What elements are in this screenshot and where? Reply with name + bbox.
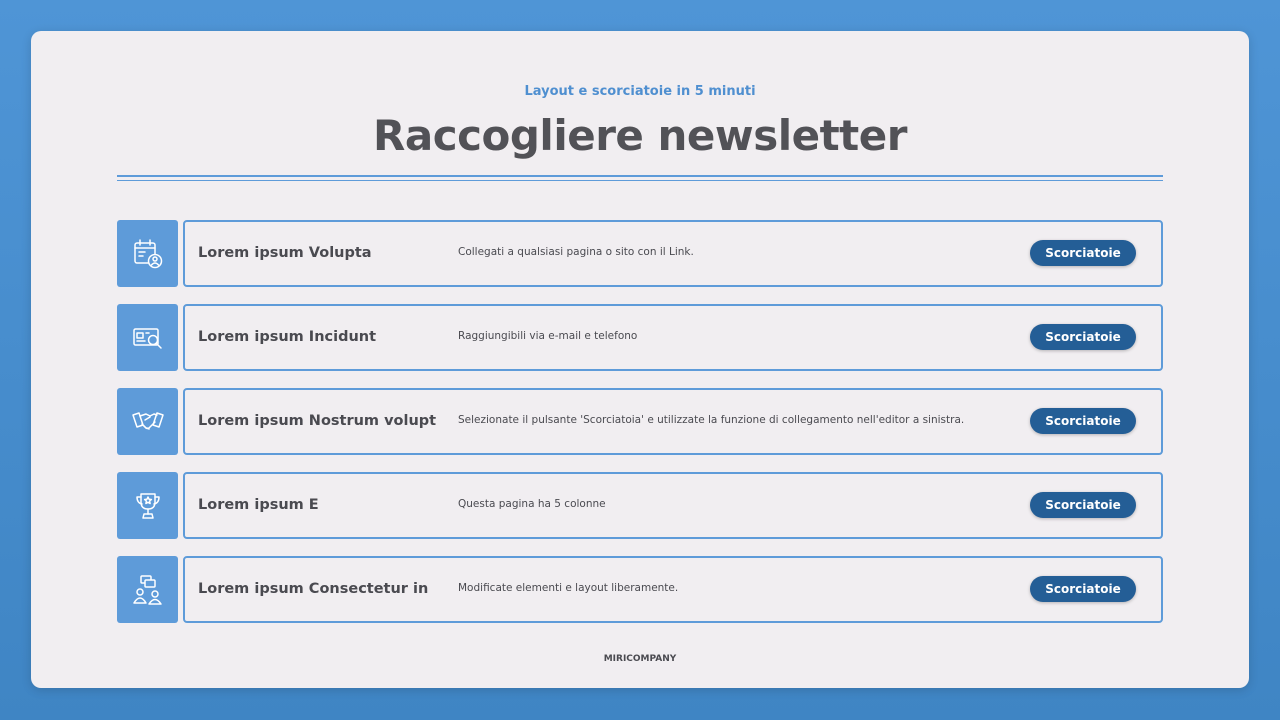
row-description: Modificate elementi e layout liberamente. — [458, 582, 679, 594]
row-frame — [183, 472, 1163, 539]
people-chat-icon — [117, 556, 178, 623]
title-divider-top — [117, 175, 1163, 177]
slide-card — [31, 31, 1249, 688]
trophy-icon — [117, 472, 178, 539]
rows-list — [117, 220, 1163, 640]
row-description: Questa pagina ha 5 colonne — [458, 498, 606, 510]
row-title: Lorem ipsum E — [198, 497, 319, 513]
list-row — [117, 220, 1163, 287]
list-row — [117, 304, 1163, 371]
row-title: Lorem ipsum Volupta — [198, 245, 372, 261]
shortcut-button[interactable]: Scorciatoie — [1030, 240, 1136, 266]
row-title: Lorem ipsum Nostrum volupt — [198, 413, 437, 429]
row-description: Selezionate il pulsante 'Scorciatoia' e utilizzate la funzione di collegamento nell'editor a sinistra. — [458, 414, 965, 426]
calendar-user-icon — [117, 220, 178, 287]
list-row — [117, 388, 1163, 455]
title-divider-bottom — [117, 180, 1163, 181]
row-description: Raggiungibili via e-mail e telefono — [458, 330, 638, 342]
shortcut-button[interactable]: Scorciatoie — [1030, 324, 1136, 350]
document-search-icon — [117, 304, 178, 371]
list-row — [117, 556, 1163, 623]
slide-title: Raccogliere newsletter — [373, 111, 907, 160]
shortcut-button[interactable]: Scorciatoie — [1030, 576, 1136, 602]
company-footer: MIRICOMPANY — [603, 654, 677, 664]
row-title: Lorem ipsum Incidunt — [198, 329, 377, 345]
row-title: Lorem ipsum Consectetur in — [198, 581, 429, 597]
row-description: Collegati a qualsiasi pagina o sito con il Link. — [458, 246, 694, 258]
handshake-icon — [117, 388, 178, 455]
slide-subtitle: Layout e scorciatoie in 5 minuti — [524, 84, 756, 99]
shortcut-button[interactable]: Scorciatoie — [1030, 492, 1136, 518]
shortcut-button[interactable]: Scorciatoie — [1030, 408, 1136, 434]
list-row — [117, 472, 1163, 539]
